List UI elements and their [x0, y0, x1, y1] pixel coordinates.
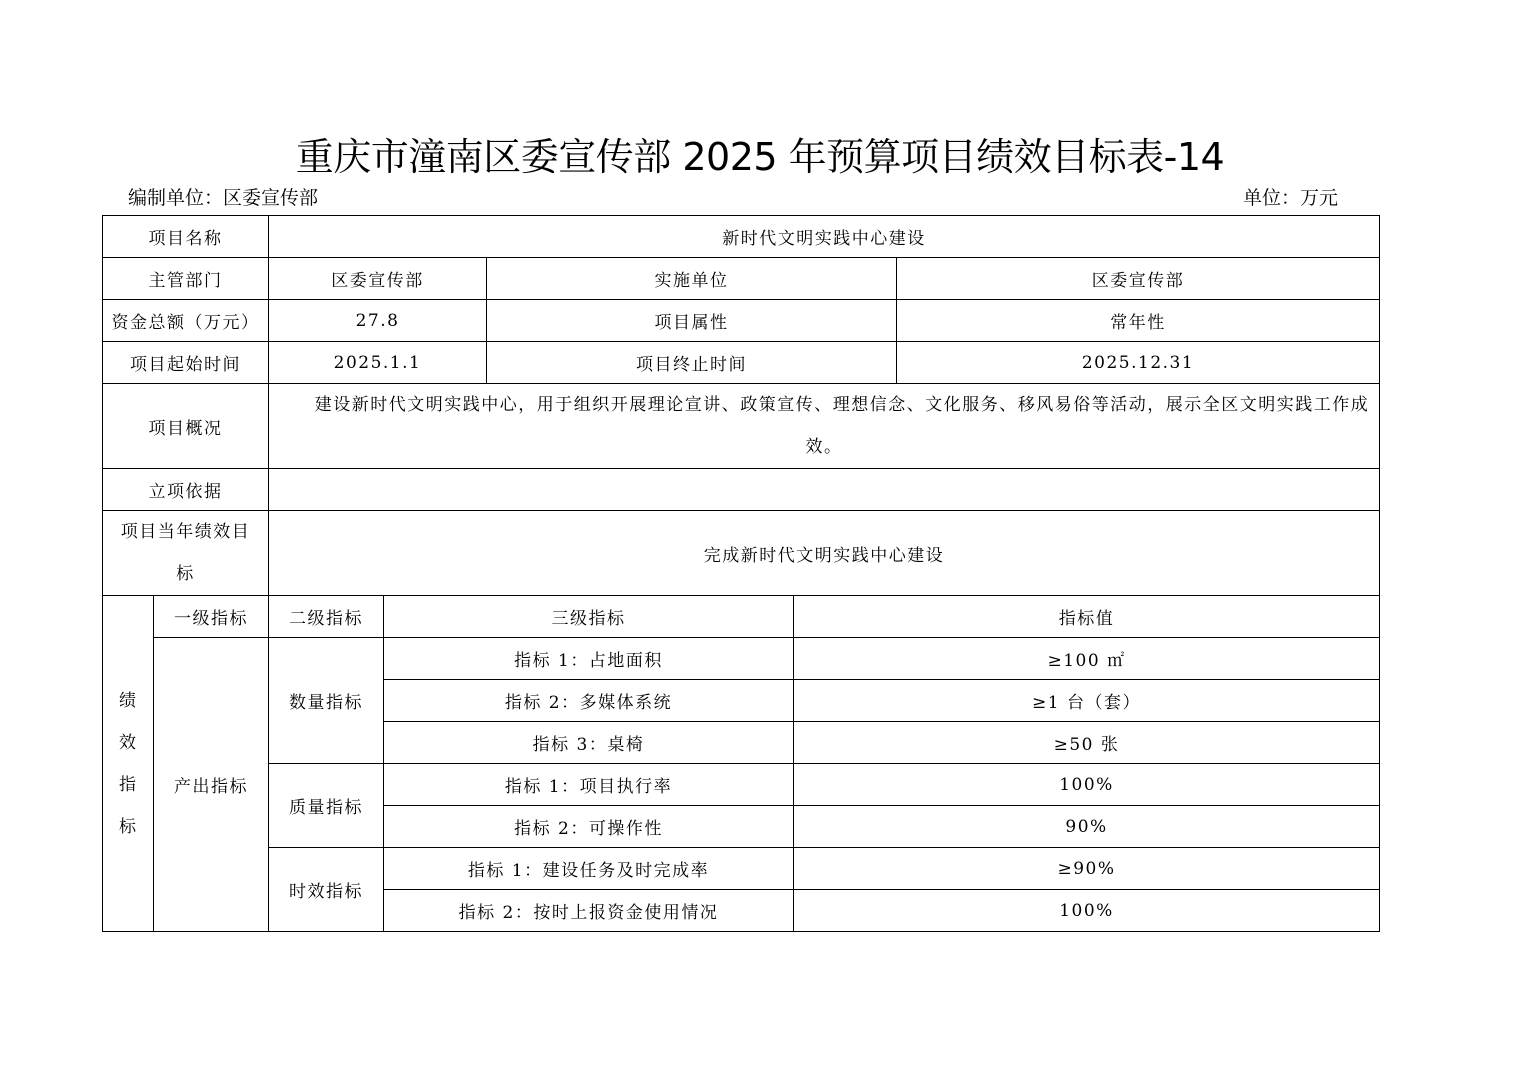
level3-name: 指标 3：桌椅 — [384, 722, 794, 764]
row-fund — [103, 300, 1380, 342]
impl-label: 实施单位 — [487, 258, 897, 300]
indicator-value: ≥90% — [794, 848, 1380, 890]
row-basis — [103, 469, 1380, 511]
project-name-value: 新时代文明实践中心建设 — [269, 216, 1380, 258]
indicator-value: ≥100 ㎡ — [794, 638, 1380, 680]
compiling-unit: 编制单位：区委宣传部 — [128, 187, 319, 209]
indicator-value: 100% — [794, 764, 1380, 806]
overview-value — [269, 384, 1380, 469]
start-label: 项目起始时间 — [103, 342, 269, 384]
attr-label: 项目属性 — [487, 300, 897, 342]
performance-table — [102, 215, 1380, 932]
row-goal — [103, 511, 1380, 596]
end-value: 2025.12.31 — [897, 342, 1380, 384]
impl-value: 区委宣传部 — [897, 258, 1380, 300]
level2-quantity: 数量指标 — [269, 638, 384, 764]
fund-label: 资金总额（万元） — [103, 300, 269, 342]
page-title: 重庆市潼南区委宣传部 2025 年预算项目绩效目标表-14 — [295, 135, 1225, 179]
basis-label: 立项依据 — [103, 469, 269, 511]
attr-value: 常年性 — [897, 300, 1380, 342]
level3-name: 指标 1：占地面积 — [384, 638, 794, 680]
goal-value: 完成新时代文明实践中心建设 — [269, 511, 1380, 596]
start-value: 2025.1.1 — [269, 342, 487, 384]
indicator-row — [103, 764, 1380, 806]
indicator-row — [103, 848, 1380, 890]
col-level3-header: 三级指标 — [384, 596, 794, 638]
level1-output: 产出指标 — [154, 638, 269, 932]
overview-label: 项目概况 — [103, 384, 269, 469]
indicator-section-label: 绩效指标 — [103, 596, 154, 932]
col-level2-header: 二级指标 — [269, 596, 384, 638]
level2-timeliness: 时效指标 — [269, 848, 384, 932]
level3-name: 指标 2：按时上报资金使用情况 — [384, 890, 794, 932]
project-name-label: 项目名称 — [103, 216, 269, 258]
end-label: 项目终止时间 — [487, 342, 897, 384]
indicator-value: 90% — [794, 806, 1380, 848]
indicator-value: ≥50 张 — [794, 722, 1380, 764]
fund-value: 27.8 — [269, 300, 487, 342]
goal-label: 项目当年绩效目标 — [103, 511, 269, 596]
overview-text: 建设新时代文明实践中心，用于组织开展理论宣讲、政策宣传、理想信念、文化服务、移风易俗等活动，展示全区文明实践工作成效。 — [314, 395, 1370, 457]
level3-name: 指标 2：多媒体系统 — [384, 680, 794, 722]
level3-name: 指标 2：可操作性 — [384, 806, 794, 848]
indicator-value: 100% — [794, 890, 1380, 932]
row-project-name — [103, 216, 1380, 258]
row-time — [103, 342, 1380, 384]
currency-unit: 单位：万元 — [1243, 187, 1339, 209]
dept-label: 主管部门 — [103, 258, 269, 300]
col-level1-header: 一级指标 — [154, 596, 269, 638]
dept-value: 区委宣传部 — [269, 258, 487, 300]
indicator-row — [103, 638, 1380, 680]
row-overview — [103, 384, 1380, 469]
level3-name: 指标 1：建设任务及时完成率 — [384, 848, 794, 890]
level3-name: 指标 1：项目执行率 — [384, 764, 794, 806]
col-value-header: 指标值 — [794, 596, 1380, 638]
row-indicator-header — [103, 596, 1380, 638]
basis-value — [269, 469, 1380, 511]
indicator-value: ≥1 台（套） — [794, 680, 1380, 722]
level2-quality: 质量指标 — [269, 764, 384, 848]
row-dept — [103, 258, 1380, 300]
